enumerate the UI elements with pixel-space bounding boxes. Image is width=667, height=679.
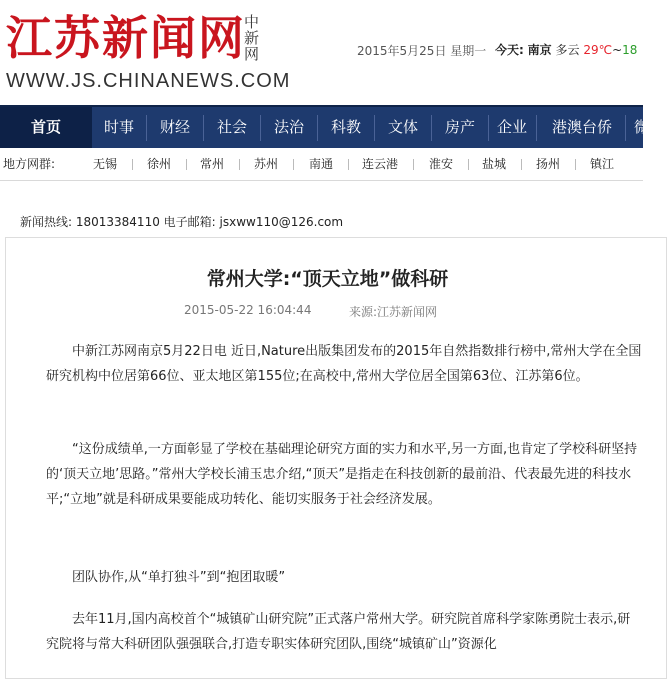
nav-item-law[interactable]: 法治 [273,118,304,136]
region-link[interactable]: 常州 [200,157,225,171]
weather-city[interactable]: 南京 [527,43,552,57]
nav-item-hk-macau-tw[interactable]: 港澳台侨 [551,118,612,136]
nav-divider [625,115,626,141]
region-divider [239,159,240,170]
region-link[interactable]: 扬州 [536,157,561,171]
region-link[interactable]: 镇江 [590,157,615,171]
article-subheading: 团队协作,从“单打独斗”到“抱团取暖” [72,570,286,585]
nav-item-education[interactable]: 科教 [330,118,361,136]
weather-condition: 多云 [555,43,580,57]
nav-item-society[interactable]: 社会 [216,118,247,136]
news-hotline: 新闻热线: 18013384110 电子邮箱: jsxww110@126.com [20,215,344,229]
nav-item-finance[interactable]: 财经 [159,118,190,136]
region-divider [413,159,414,170]
regions-label: 地方网群: [3,157,56,171]
weather-high: 29℃ [583,43,613,57]
article-source: 来源:江苏新闻网 [349,305,438,319]
article-datetime: 2015-05-22 16:04:44 [184,303,312,317]
nav-divider [536,115,537,141]
current-date: 2015年5月25日 星期一 [357,44,487,58]
region-divider [186,159,187,170]
site-logo[interactable]: 江苏新闻网 [6,11,246,65]
weather-widget [495,41,637,58]
nav-item-home[interactable]: 首页 [0,107,92,149]
region-link[interactable]: 无锡 [93,157,118,171]
nav-item-micro[interactable]: 微 [634,118,650,136]
weather-separator: ~ [612,43,623,57]
nav-item-culture-sports[interactable]: 文体 [387,118,418,136]
article-paragraph: 去年11月,国内高校首个“城镇矿山研究院”正式落户常州大学。研究院首席科学家陈勇院士表示,研究院将与常大科研团队强强联合,打造专职实体研究团队,围绕“城镇矿山”资源化 [46,612,631,652]
region-divider [293,159,294,170]
region-divider [348,159,349,170]
article-paragraph: “这份成绩单,一方面彰显了学校在基础理论研究方面的实力和水平,另一方面,也肯定了学校科研坚持的‘顶天立地’思路。”常州大学校长浦玉忠介绍,“顶天”是指走在科技创新的最前沿、代表最先进的科技水平;“立地”就是科研成果要能成功转化、能切实服务于社会经济发展。 [46,442,638,507]
weather-label: 今天: [495,43,524,57]
site-url[interactable]: WWW.JS.CHINANEWS.COM [6,70,291,92]
region-link[interactable]: 盐城 [482,157,507,171]
main-nav [0,105,650,149]
article-paragraph: 中新江苏网南京5月22日电 近日,Nature出版集团发布的2015年自然指数排行榜中,常州大学在全国研究机构中位居第66位、亚太地区第155位;在高校中,常州大学位居全国第63位、江苏第6位。 [46,344,642,384]
region-divider [575,159,576,170]
region-link[interactable]: 苏州 [254,157,279,171]
region-link[interactable]: 南通 [309,157,334,171]
weather-low: 18 [622,43,638,57]
regional-sites-bar [0,148,643,181]
nav-item-realestate[interactable]: 房产 [444,118,475,136]
region-link[interactable]: 连云港 [362,157,399,171]
region-link[interactable]: 淮安 [429,157,454,171]
article-title: 常州大学:“顶天立地”做科研 [206,268,449,290]
region-link[interactable]: 徐州 [147,157,172,171]
nav-item-business[interactable]: 企业 [496,118,527,136]
region-divider [468,159,469,170]
region-divider [132,159,133,170]
site-header [0,0,643,105]
region-divider [521,159,522,170]
nav-item-news[interactable]: 时事 [103,118,134,136]
logo-subtitle: 中新网 [244,13,260,63]
